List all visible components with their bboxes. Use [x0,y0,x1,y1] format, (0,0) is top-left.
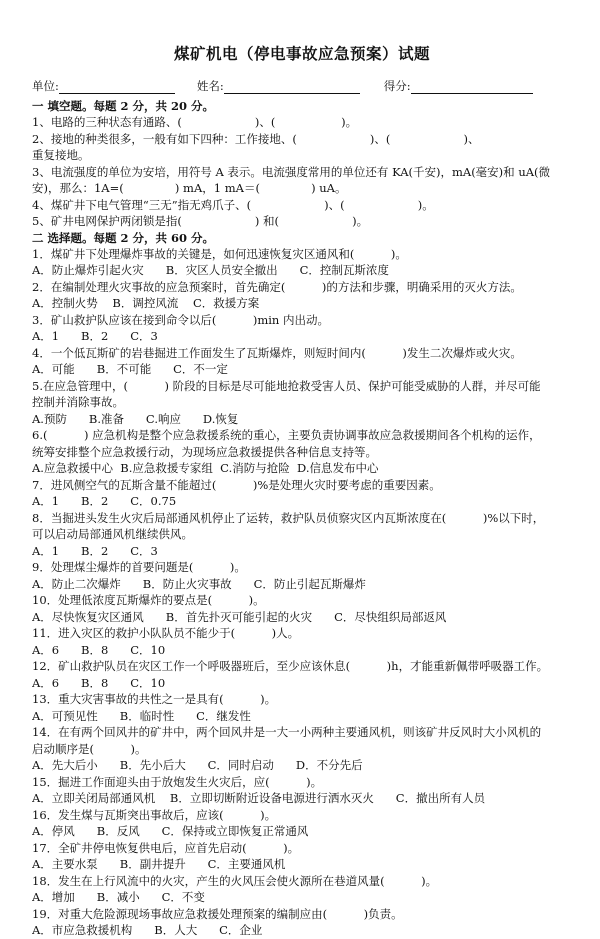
score-label: 得分: [383,79,411,93]
question-line: 2、接地的种类很多，一般有如下四种：工作接地、( )、( )、 [32,131,480,146]
question-line: 2．在编制处理火灾事故的应急预案时，首先确定( )的方法和步骤，明确采用的灭火方法。 [32,279,522,294]
question-line: 14．在有两个回风井的矿井中，两个回风井是一大一小两种主要通风机，则该矿井反风时大小风机的 [32,725,542,739]
question-line: 启动顺序是( )。 [32,741,147,756]
multiple-choice-questions [32,246,572,939]
question-line: 重复接地。 [32,148,90,162]
score-field[interactable] [411,80,533,94]
question-line: 9．处理煤尘爆炸的首要问题是( )。 [32,560,246,574]
question-line: 18．发生在上行风流中的火灾，产生的火风压会使火源所在巷道风量( )。 [32,873,438,888]
question-line: 19．对重大危险源现场事故应急救援处理预案的编制应由( )负责。 [32,906,403,921]
options-line: A．尽快恢复灾区通风 B．首先扑灭可能引起的火灾 C．尽快组织局部返风 [32,609,447,624]
exam-page [32,42,572,939]
unit-label: 单位: [32,79,59,93]
question-line: 13．重大灾害事故的共性之一是具有( )。 [32,692,277,706]
options-line: A．6 B．8 C．10 [32,642,166,657]
options-line: A．6 B．8 C．10 [32,675,166,690]
question-line: 7．进风侧空气的瓦斯含量不能超过( )%是处理火灾时要考虑的重要因素。 [32,477,441,492]
options-line: A．增加 B．减小 C．不变 [32,890,205,904]
question-line: 安)，那么：1A=( ) mA，1 mA＝( ) uA。 [32,181,347,195]
question-line: 1．煤矿井下处理爆炸事故的关键是，如何迅速恢复灾区通风和( )。 [32,246,407,261]
fill-blank-questions [32,114,572,230]
section-heading-fill-blank: 一 填空题。每题 2 分，共 20 分。 [32,99,215,113]
question-line: 4、煤矿井下电气管理“三无”指无鸡爪子、( )、( )。 [32,197,434,212]
options-line: A．市应急救援机构 B．人大 C．企业 [32,923,263,937]
page-title: 煤矿机电（停电事故应急预案）试题 [173,44,430,63]
options-line: A．1 B．2 C．0.75 [32,494,177,508]
options-line: A．先大后小 B．先小后大 C．同时启动 D．不分先后 [32,758,363,772]
header-info-row [32,76,572,94]
question-line: 15．掘进工作面迎头由于放炮发生火灾后，应( )。 [32,774,323,789]
options-line: A．1 B．2 C．3 [32,543,158,558]
options-line: A．防止爆炸引起火灾 B．灾区人员安全撤出 C．控制瓦斯浓度 [32,263,389,277]
section-heading-multiple-choice: 二 选择题。每题 2 分，共 60 分。 [32,230,215,245]
question-line: 8．当掘进头发生火灾后局部通风机停止了运转，救护队员侦察灾区内瓦斯浓度在( )%以下时， [32,510,545,525]
question-line: 可以启动局部通风机继续供风。 [32,527,193,541]
question-line: 16．发生煤与瓦斯突出事故后，应该( )。 [32,807,277,822]
question-line: 1、电路的三种状态有通路、( )、( )。 [32,115,358,129]
question-line: 3、电流强度的单位为安培，用符号 A 表示。电流强度常用的单位还有 KA(千安)，mA(毫安)和 uA(微 [32,164,551,179]
name-field[interactable] [224,80,360,94]
question-line: 3．矿山救护队应该在接到命令以后( )min 内出动。 [32,312,329,327]
question-line: 控制并消除事故。 [32,395,124,409]
options-line: A．主要水泵 B．副井提升 C．主要通风机 [32,857,286,871]
question-line: 5.在应急管理中，( ) 阶段的目标是尽可能地抢救受害人员、保护可能受威胁的人群，并尽可能 [32,378,541,393]
question-line: 10．处理低浓度瓦斯爆炸的要点是( )。 [32,593,265,607]
name-label: 姓名: [196,79,224,93]
options-line: A.应急救援中心 B.应急救援专家组 C.消防与抢险 D.信息发布中心 [32,461,379,475]
question-line: 11．进入灾区的救护小队队员不能少于( )人。 [32,626,300,640]
question-line: 12．矿山救护队员在灾区工作一个呼吸器班后，至少应该休息( )h，才能重新佩带呼吸器工作。 [32,659,549,673]
options-line: A．1 B．2 C．3 [32,329,158,343]
options-line: A．可能 B．不可能 C．不一定 [32,362,228,376]
options-line: A.预防 B.准备 C.响应 D.恢复 [32,411,239,426]
options-line: A．立即关闭局部通风机 B．立即切断附近设备电源进行洒水灭火 C．撤出所有人员 [32,791,486,805]
unit-field[interactable] [59,80,175,94]
options-line: A．防止二次爆炸 B．防止火灾事故 C．防止引起瓦斯爆炸 [32,576,366,591]
options-line: A．控制火势 B．调控风流 C．救援方案 [32,296,260,310]
question-line: 6.( ) 应急机构是整个应急救援系统的重心，主要负责协调事故应急救援期间各个机构的运作， [32,428,541,442]
question-line: 5、矿井电网保护两闭锁是指( ) 和( )。 [32,214,369,228]
question-line: 统筹安排整个应急救援行动，为现场应急救援提供各种信息支持等。 [32,444,377,459]
question-line: 4．一个低瓦斯矿的岩巷掘进工作面发生了瓦斯爆炸，则短时间内( )发生二次爆炸或火灾。 [32,345,522,360]
options-line: A．停风 B．反风 C．保持或立即恢复正常通风 [32,824,309,838]
question-line: 17．全矿井停电恢复供电后，应首先启动( )。 [32,840,300,855]
options-line: A．可预见性 B．临时性 C．继发性 [32,708,251,723]
